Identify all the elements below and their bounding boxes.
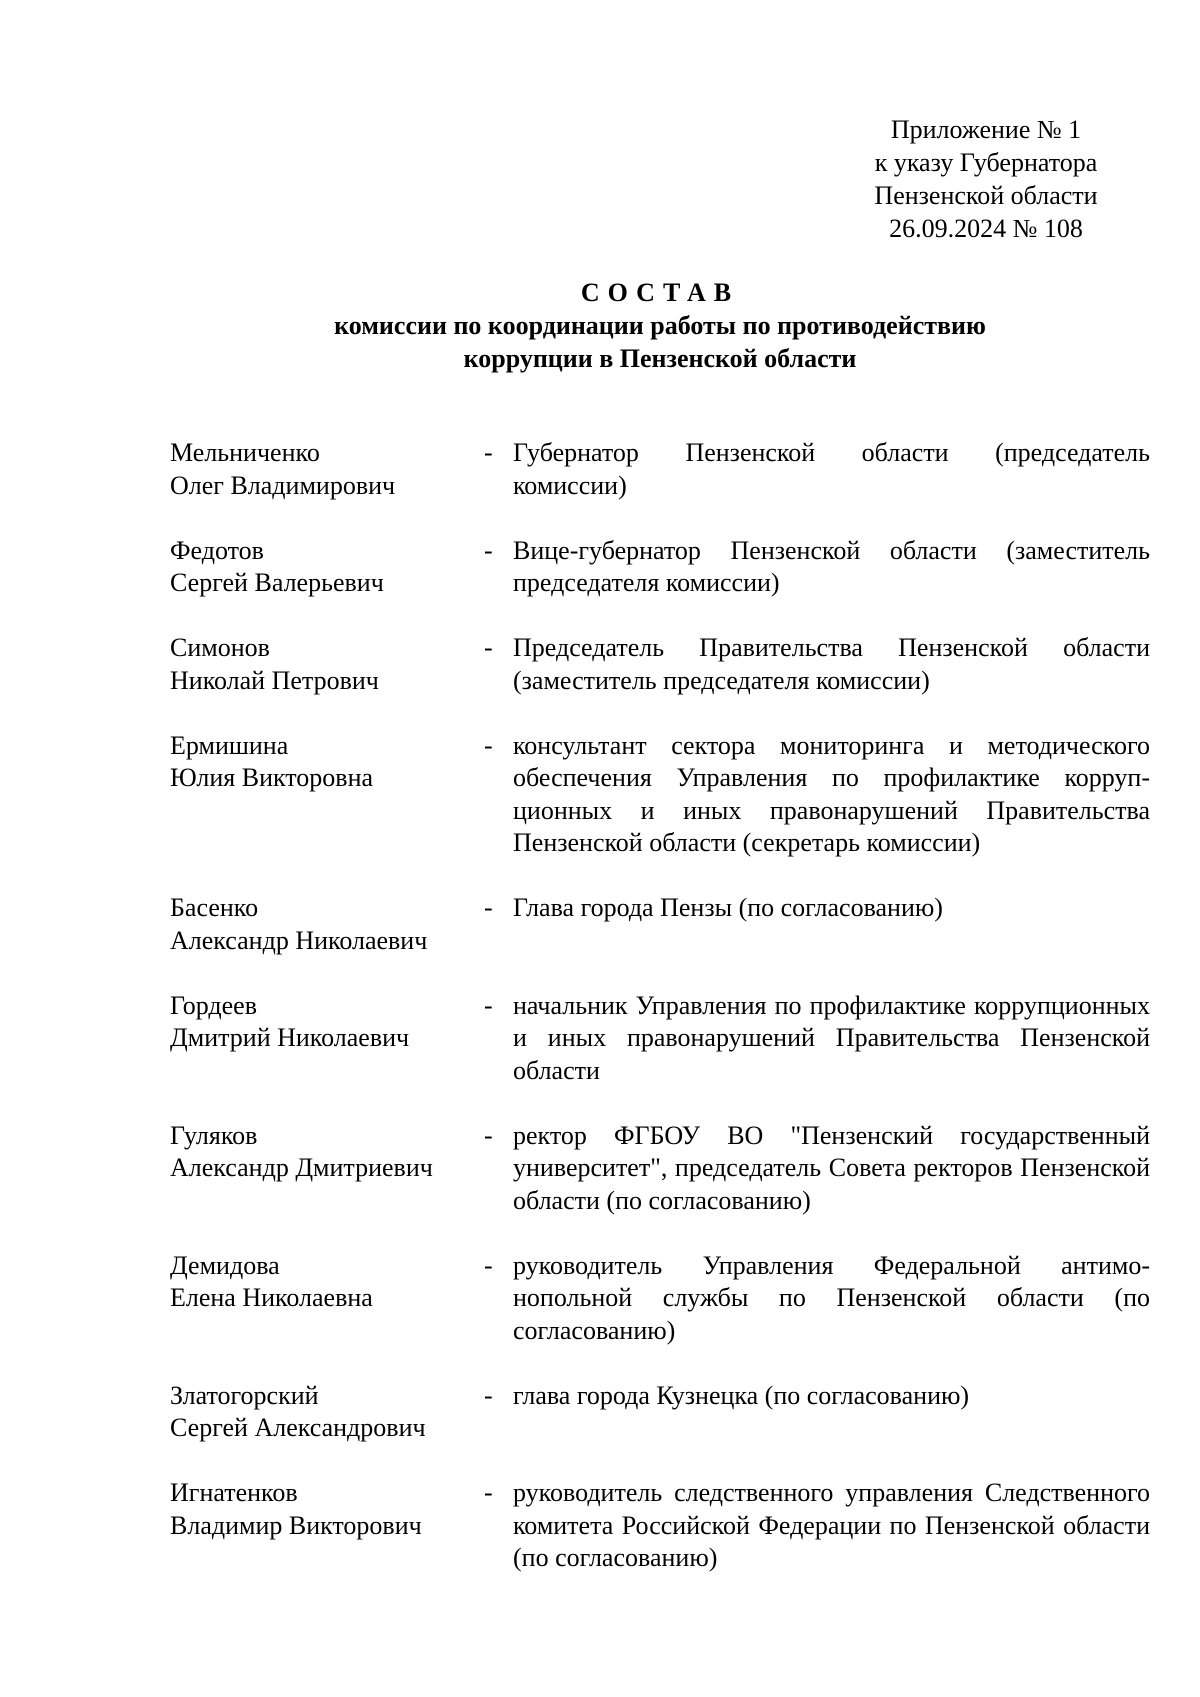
member-given-names: Александр Николаевич (170, 925, 428, 955)
member-surname: Федотов (170, 535, 264, 565)
member-name (170, 632, 470, 697)
member-role: руководитель следственного управления Следственного комитета Российской Федерации по Пензенской области (по согласованию) (513, 1478, 1150, 1572)
member-given-names: Сергей Валерьевич (170, 568, 384, 597)
member-name (170, 1477, 470, 1542)
title-subtitle-line: коррупции в Пензенской области (463, 344, 857, 373)
member-role: Губернатор Пензенской области (председатель комиссии) (513, 438, 1150, 500)
member-name (170, 892, 470, 957)
members-list (170, 437, 1150, 1607)
member-dash: - (484, 1250, 493, 1280)
member-given-names: Владимир Викторович (170, 1510, 422, 1540)
member-surname: Гордеев (170, 990, 257, 1020)
member-surname: Ермишина (170, 730, 289, 760)
member-surname: Игнатенков (170, 1478, 298, 1507)
member-entry (170, 892, 1150, 957)
member-given-names: Николай Петрович (170, 665, 379, 695)
member-given-names: Сергей Александрович (170, 1413, 426, 1442)
member-given-names: Дмитрий Николаевич (170, 1023, 410, 1052)
member-dash: - (484, 1120, 493, 1150)
member-dash: - (484, 633, 493, 662)
member-entry (170, 1380, 1150, 1445)
member-role: Вице-губернатор Пензенской области (заместитель председателя комиссии) (513, 535, 1150, 597)
member-name (170, 437, 470, 502)
member-dash: - (484, 730, 493, 760)
appendix-line: к указу Губернатора (874, 148, 1098, 177)
member-role: Глава города Пензы (по согласованию) (513, 893, 943, 922)
appendix-line: Приложение № 1 (890, 115, 1082, 144)
member-dash: - (484, 1380, 493, 1410)
member-name (170, 990, 470, 1055)
member-given-names: Олег Владимирович (170, 470, 396, 500)
document-title (170, 276, 1150, 375)
member-surname: Симонов (170, 633, 270, 662)
appendix-header (866, 113, 1106, 245)
member-entry (170, 1477, 1150, 1575)
member-dash: - (484, 1478, 493, 1507)
member-dash: - (484, 535, 493, 565)
member-name (170, 535, 470, 600)
member-name (170, 1120, 470, 1185)
member-entry (170, 730, 1150, 860)
member-given-names: Юлия Викторовна (170, 763, 374, 792)
member-role: руководитель Управления Федеральной антимонопольной службы по Пензенской области (по согласованию) (513, 1250, 1150, 1345)
member-entry (170, 437, 1150, 502)
member-surname: Басенко (170, 893, 259, 922)
member-given-names: Елена Николаевна (170, 1283, 373, 1312)
member-role: начальник Управления по профилактике коррупционных и иных правонарушений Правительства Пензенской области (513, 990, 1150, 1085)
member-entry (170, 1120, 1150, 1218)
appendix-line: 26.09.2024 № 108 (889, 214, 1083, 243)
member-name (170, 1250, 470, 1315)
member-entry (170, 632, 1150, 697)
member-entry (170, 990, 1150, 1088)
member-name (170, 730, 470, 795)
member-surname: Гуляков (170, 1120, 258, 1150)
member-entry (170, 535, 1150, 600)
member-role: консультант сектора мониторинга и методического обеспечения Управления по профилактике коррупционных и иных правонарушений Правительства Пензенской области (секретарь комиссии) (513, 730, 1150, 857)
member-entry (170, 1250, 1150, 1348)
member-dash: - (484, 438, 493, 467)
member-role: глава города Кузнецка (по согласованию) (513, 1380, 970, 1410)
member-given-names: Александр Дмитриевич (170, 1153, 433, 1182)
member-name (170, 1380, 470, 1445)
member-surname: Мельниченко (170, 438, 320, 467)
member-dash: - (484, 990, 493, 1020)
title-subtitle-line: комиссии по координации работы по противодействию (334, 311, 986, 340)
member-role: Председатель Правительства Пензенской области (заместитель председателя комиссии) (513, 633, 1150, 695)
appendix-line: Пензенской области (874, 181, 1098, 210)
title-main: СОСТАВ (580, 278, 740, 307)
member-dash: - (484, 893, 493, 922)
member-role: ректор ФГБОУ ВО "Пензенский государственный университет", председатель Совета ректоров Пензенской области (по согласованию) (513, 1120, 1150, 1215)
member-surname: Демидова (170, 1250, 280, 1280)
member-surname: Златогорский (170, 1380, 319, 1410)
